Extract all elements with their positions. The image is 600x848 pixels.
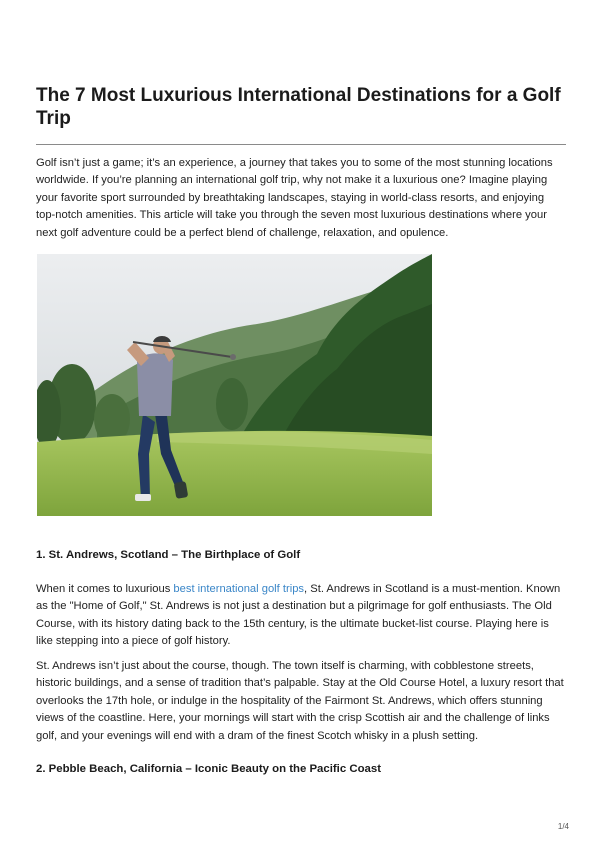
title-divider [36, 144, 566, 145]
page-title: The 7 Most Luxurious International Destinations for a Golf Trip [36, 85, 561, 129]
st-andrews-text-after: , St. Andrews in Scotland is a must-mention. Known as the "Home of Golf," St. Andrews is not just a destination but a pilgrimage for golf enthusiasts. The Old Course, with its history dating back to the 15th century, is the ultimate bucket-list course. Playing here is like stepping into a piece of golf history. [36, 583, 561, 648]
best-golf-trips-link[interactable]: best international golf trips [173, 583, 305, 595]
page-number: 1/4 [557, 822, 569, 831]
section-heading-pebble-beach: 2. Pebble Beach, California – Iconic Beauty on the Pacific Coast [36, 763, 381, 775]
st-andrews-text-before: When it comes to luxurious [36, 583, 174, 595]
golfer-photo [37, 254, 432, 516]
golfer-photo-icon [37, 254, 432, 516]
st-andrews-paragraph-1 [36, 581, 566, 651]
intro-paragraph: Golf isn’t just a game; it’s an experience, a journey that takes you to some of the most stunning locations worldwide. If you’re planning an international golf trip, why not make it a luxurious one? Imagine playing your favorite sport surrounded by breathtaking landscapes, staying in world-class resorts, and enjoying top-notch amenities. This article will take you through the seven most luxurious destinations where your next golf adventure could be a perfect blend of challenge, relaxation, and opulence. [36, 157, 553, 239]
st-andrews-paragraph-2: St. Andrews isn’t just about the course, though. The town itself is charming, with cobblestone streets, historic buildings, and a sense of tradition that’s palpable. Stay at the Old Course Hotel, a luxury resort that overlooks the 17th hole, or indulge in the hospitality of the Fairmont St. Andrews, which offers stunning views of the coastline. Here, your mornings will start with the crisp Scottish air and the challenge of links golf, and your evenings will end with a dram of the finest Scotch whisky in a plush setting. [36, 660, 564, 742]
section-heading-st-andrews: 1. St. Andrews, Scotland – The Birthplace of Golf [36, 549, 301, 561]
